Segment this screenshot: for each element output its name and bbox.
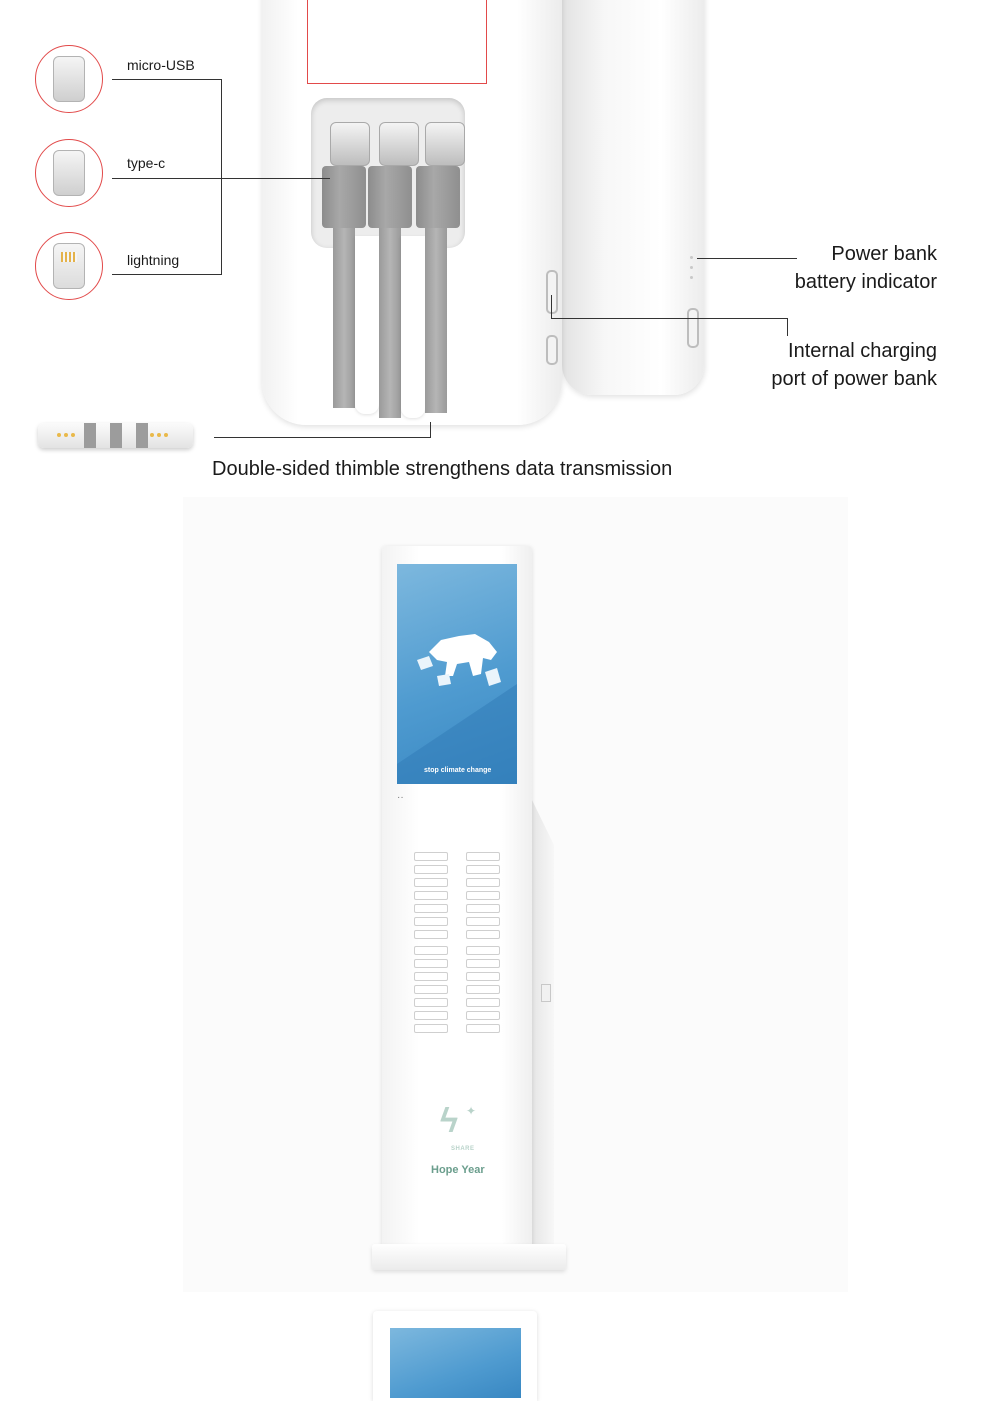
power-bank-slot bbox=[414, 1024, 448, 1033]
usb-c-callout bbox=[35, 139, 103, 207]
power-bank-slot bbox=[414, 959, 448, 968]
power-bank-slot bbox=[466, 985, 500, 994]
battery-indicator-annotation bbox=[700, 240, 937, 296]
leader-line bbox=[221, 79, 222, 274]
power-bank-slot bbox=[466, 930, 500, 939]
battery-indicator-label-line2: battery indicator bbox=[794, 271, 937, 293]
thimble-pin bbox=[164, 433, 168, 437]
connector-label-micro-usb: micro-USB bbox=[127, 57, 195, 73]
leader-line bbox=[551, 295, 552, 319]
micro-usb-plug-head bbox=[330, 122, 370, 166]
thimble-caption: Double-sided thimble strengthens data transmission bbox=[212, 458, 673, 480]
thimble-pin bbox=[64, 433, 68, 437]
power-bank-screen-outline bbox=[307, 0, 487, 84]
power-bank-slot bbox=[466, 946, 500, 955]
charging-port-label-line1: Internal charging bbox=[788, 340, 937, 362]
cable-divider bbox=[355, 236, 379, 414]
thimble-pin bbox=[57, 433, 61, 437]
battery-indicator-led bbox=[690, 256, 693, 259]
kiosk-side-port bbox=[541, 984, 551, 1002]
thimble-pin bbox=[157, 433, 161, 437]
charging-port-label-line2: port of power bank bbox=[771, 368, 937, 390]
power-bank-slot bbox=[466, 998, 500, 1007]
leader-line bbox=[787, 318, 788, 336]
cable-strip bbox=[379, 228, 401, 418]
leader-line bbox=[551, 318, 788, 319]
power-bank-slot bbox=[466, 904, 500, 913]
thin-cable-strip bbox=[136, 423, 148, 448]
polar-bear-on-ice-icon bbox=[397, 564, 517, 784]
thimble-pin bbox=[71, 433, 75, 437]
power-bank-slot bbox=[414, 946, 448, 955]
brand-badge: SHARE bbox=[451, 1146, 475, 1152]
power-bank-slot bbox=[466, 865, 500, 874]
leader-line bbox=[430, 422, 431, 438]
power-bank-slot bbox=[414, 930, 448, 939]
micro-usb-plug-body bbox=[322, 166, 366, 228]
cable-strip bbox=[333, 228, 355, 408]
connector-label-type-c: type-c bbox=[127, 155, 166, 171]
micro-usb-plug-icon bbox=[53, 56, 85, 102]
power-bank-slot bbox=[414, 891, 448, 900]
usb-c-plug-head bbox=[379, 122, 419, 166]
cable-strip bbox=[425, 228, 447, 413]
brand-name: Hope Year bbox=[431, 1164, 485, 1176]
leader-line bbox=[112, 79, 222, 80]
cable-divider bbox=[401, 236, 425, 418]
power-bank-slot bbox=[414, 985, 448, 994]
kiosk-base bbox=[372, 1244, 566, 1270]
power-bank-slot bbox=[414, 917, 448, 926]
thimble-pin bbox=[150, 433, 154, 437]
battery-indicator-led bbox=[690, 276, 693, 279]
lightning-plug-body bbox=[416, 166, 460, 228]
charging-port-annotation bbox=[700, 337, 937, 393]
thin-cable-strip bbox=[110, 423, 122, 448]
side-charging-port bbox=[687, 308, 699, 348]
leader-line bbox=[214, 437, 431, 438]
thin-cable-strip bbox=[84, 423, 96, 448]
power-bank-slot bbox=[466, 1011, 500, 1020]
connector-label-lightning: lightning bbox=[127, 252, 180, 268]
battery-indicator-led bbox=[690, 266, 693, 269]
power-bank-slot bbox=[466, 878, 500, 887]
lightning-plug-icon bbox=[53, 243, 85, 289]
power-bank-slots-lower bbox=[414, 946, 498, 1033]
usb-c-plug-icon bbox=[53, 150, 85, 196]
power-bank-slot bbox=[414, 1011, 448, 1020]
leader-line bbox=[112, 178, 330, 179]
usb-c-plug-body bbox=[368, 166, 412, 228]
kiosk-screen-slogan: stop climate change bbox=[424, 767, 492, 774]
front-secondary-port bbox=[546, 335, 558, 365]
power-bank-slot bbox=[466, 972, 500, 981]
power-bank-slot bbox=[414, 878, 448, 887]
power-bank-slot bbox=[466, 917, 500, 926]
kiosk-display-second bbox=[390, 1328, 521, 1398]
lightning-plug-head bbox=[425, 122, 465, 166]
power-bank-slot bbox=[466, 1024, 500, 1033]
power-bank-slot bbox=[414, 904, 448, 913]
kiosk-display bbox=[397, 564, 517, 784]
lightning-bolt-logo-icon: ϟ bbox=[440, 1102, 458, 1140]
front-charging-port bbox=[546, 270, 558, 314]
micro-usb-callout bbox=[35, 45, 103, 113]
lightning-callout bbox=[35, 232, 103, 300]
sparkle-icon: ✦ bbox=[466, 1104, 477, 1118]
kiosk-side-panel bbox=[532, 800, 554, 1250]
kiosk-sensor-dots: ·· bbox=[397, 792, 404, 803]
power-bank-side-view bbox=[562, 0, 704, 395]
power-bank-slot bbox=[414, 852, 448, 861]
power-bank-slots-upper bbox=[414, 852, 498, 939]
power-bank-slot bbox=[414, 972, 448, 981]
power-bank-slot bbox=[466, 959, 500, 968]
leader-line bbox=[112, 274, 222, 275]
power-bank-slot bbox=[414, 865, 448, 874]
power-bank-slot bbox=[414, 998, 448, 1007]
power-bank-slot bbox=[466, 852, 500, 861]
battery-indicator-label-line1: Power bank bbox=[831, 243, 937, 265]
power-bank-slot bbox=[466, 891, 500, 900]
